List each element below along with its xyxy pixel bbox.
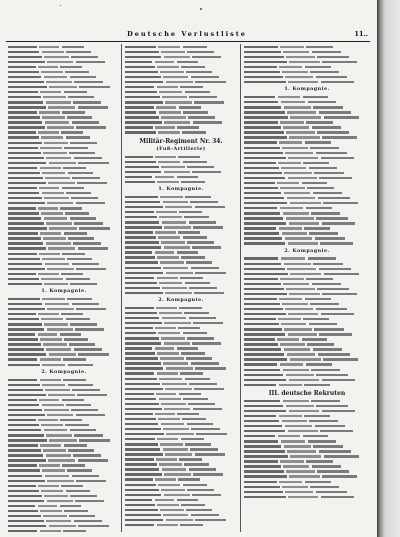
- scan-noise-speck: [200, 8, 202, 10]
- casualty-entry: [8, 200, 120, 205]
- casualty-entry: [8, 226, 120, 231]
- casualty-entry: [125, 225, 237, 230]
- section-heading: 1. Kompagnie.: [41, 288, 87, 295]
- section-heading: 1. Kompagnie.: [158, 186, 204, 193]
- section-heading: III. deutsche Rekruten: [268, 390, 346, 398]
- section-heading: Militär-Regiment Nr. 34.: [139, 137, 223, 145]
- casualty-entry: [244, 382, 370, 387]
- section-heading: 1. Kompagnie.: [284, 86, 330, 93]
- casualty-entry: [8, 327, 120, 332]
- casualty-entry: [244, 115, 370, 120]
- section-heading: 2. Kompagnie.: [41, 368, 87, 375]
- casualty-entry: [244, 454, 370, 459]
- casualty-entry: [125, 100, 237, 105]
- section-heading: (Fuß-Artillerie): [156, 145, 206, 152]
- casualty-entry: [8, 105, 120, 110]
- column-divider-1: [121, 44, 122, 532]
- casualty-entry: [125, 179, 237, 184]
- header-page-number: 11..: [354, 30, 368, 38]
- page-header: [4, 30, 372, 40]
- column-3: [244, 44, 370, 534]
- casualty-entry: [8, 281, 120, 286]
- casualty-entry: [8, 438, 120, 443]
- section-heading: 2. Kompagnie.: [158, 297, 204, 304]
- scan-noise-speck: [60, 5, 61, 6]
- scan-edge-shadow: [377, 0, 400, 537]
- casualty-entry: [125, 130, 237, 135]
- column-divider-2: [240, 44, 241, 532]
- casualty-entry: [125, 341, 237, 346]
- casualty-entry: [8, 533, 120, 534]
- casualty-entry: [125, 120, 237, 125]
- column-2: [125, 44, 237, 534]
- casualty-entry: [244, 241, 370, 246]
- casualty-entry: [244, 494, 370, 499]
- casualty-entry: [125, 522, 237, 527]
- header-title: Deutsche Verlustliste: [127, 30, 247, 38]
- casualty-entry: [244, 221, 370, 226]
- casualty-entry: [125, 290, 237, 295]
- column-1: [8, 44, 120, 534]
- casualty-entry: [125, 452, 237, 457]
- section-heading: 2. Kompagnie.: [284, 247, 330, 254]
- casualty-entry: [244, 332, 370, 337]
- casualty-entry: [244, 79, 370, 84]
- casualty-entry: [8, 362, 120, 367]
- header-rule: [6, 41, 370, 42]
